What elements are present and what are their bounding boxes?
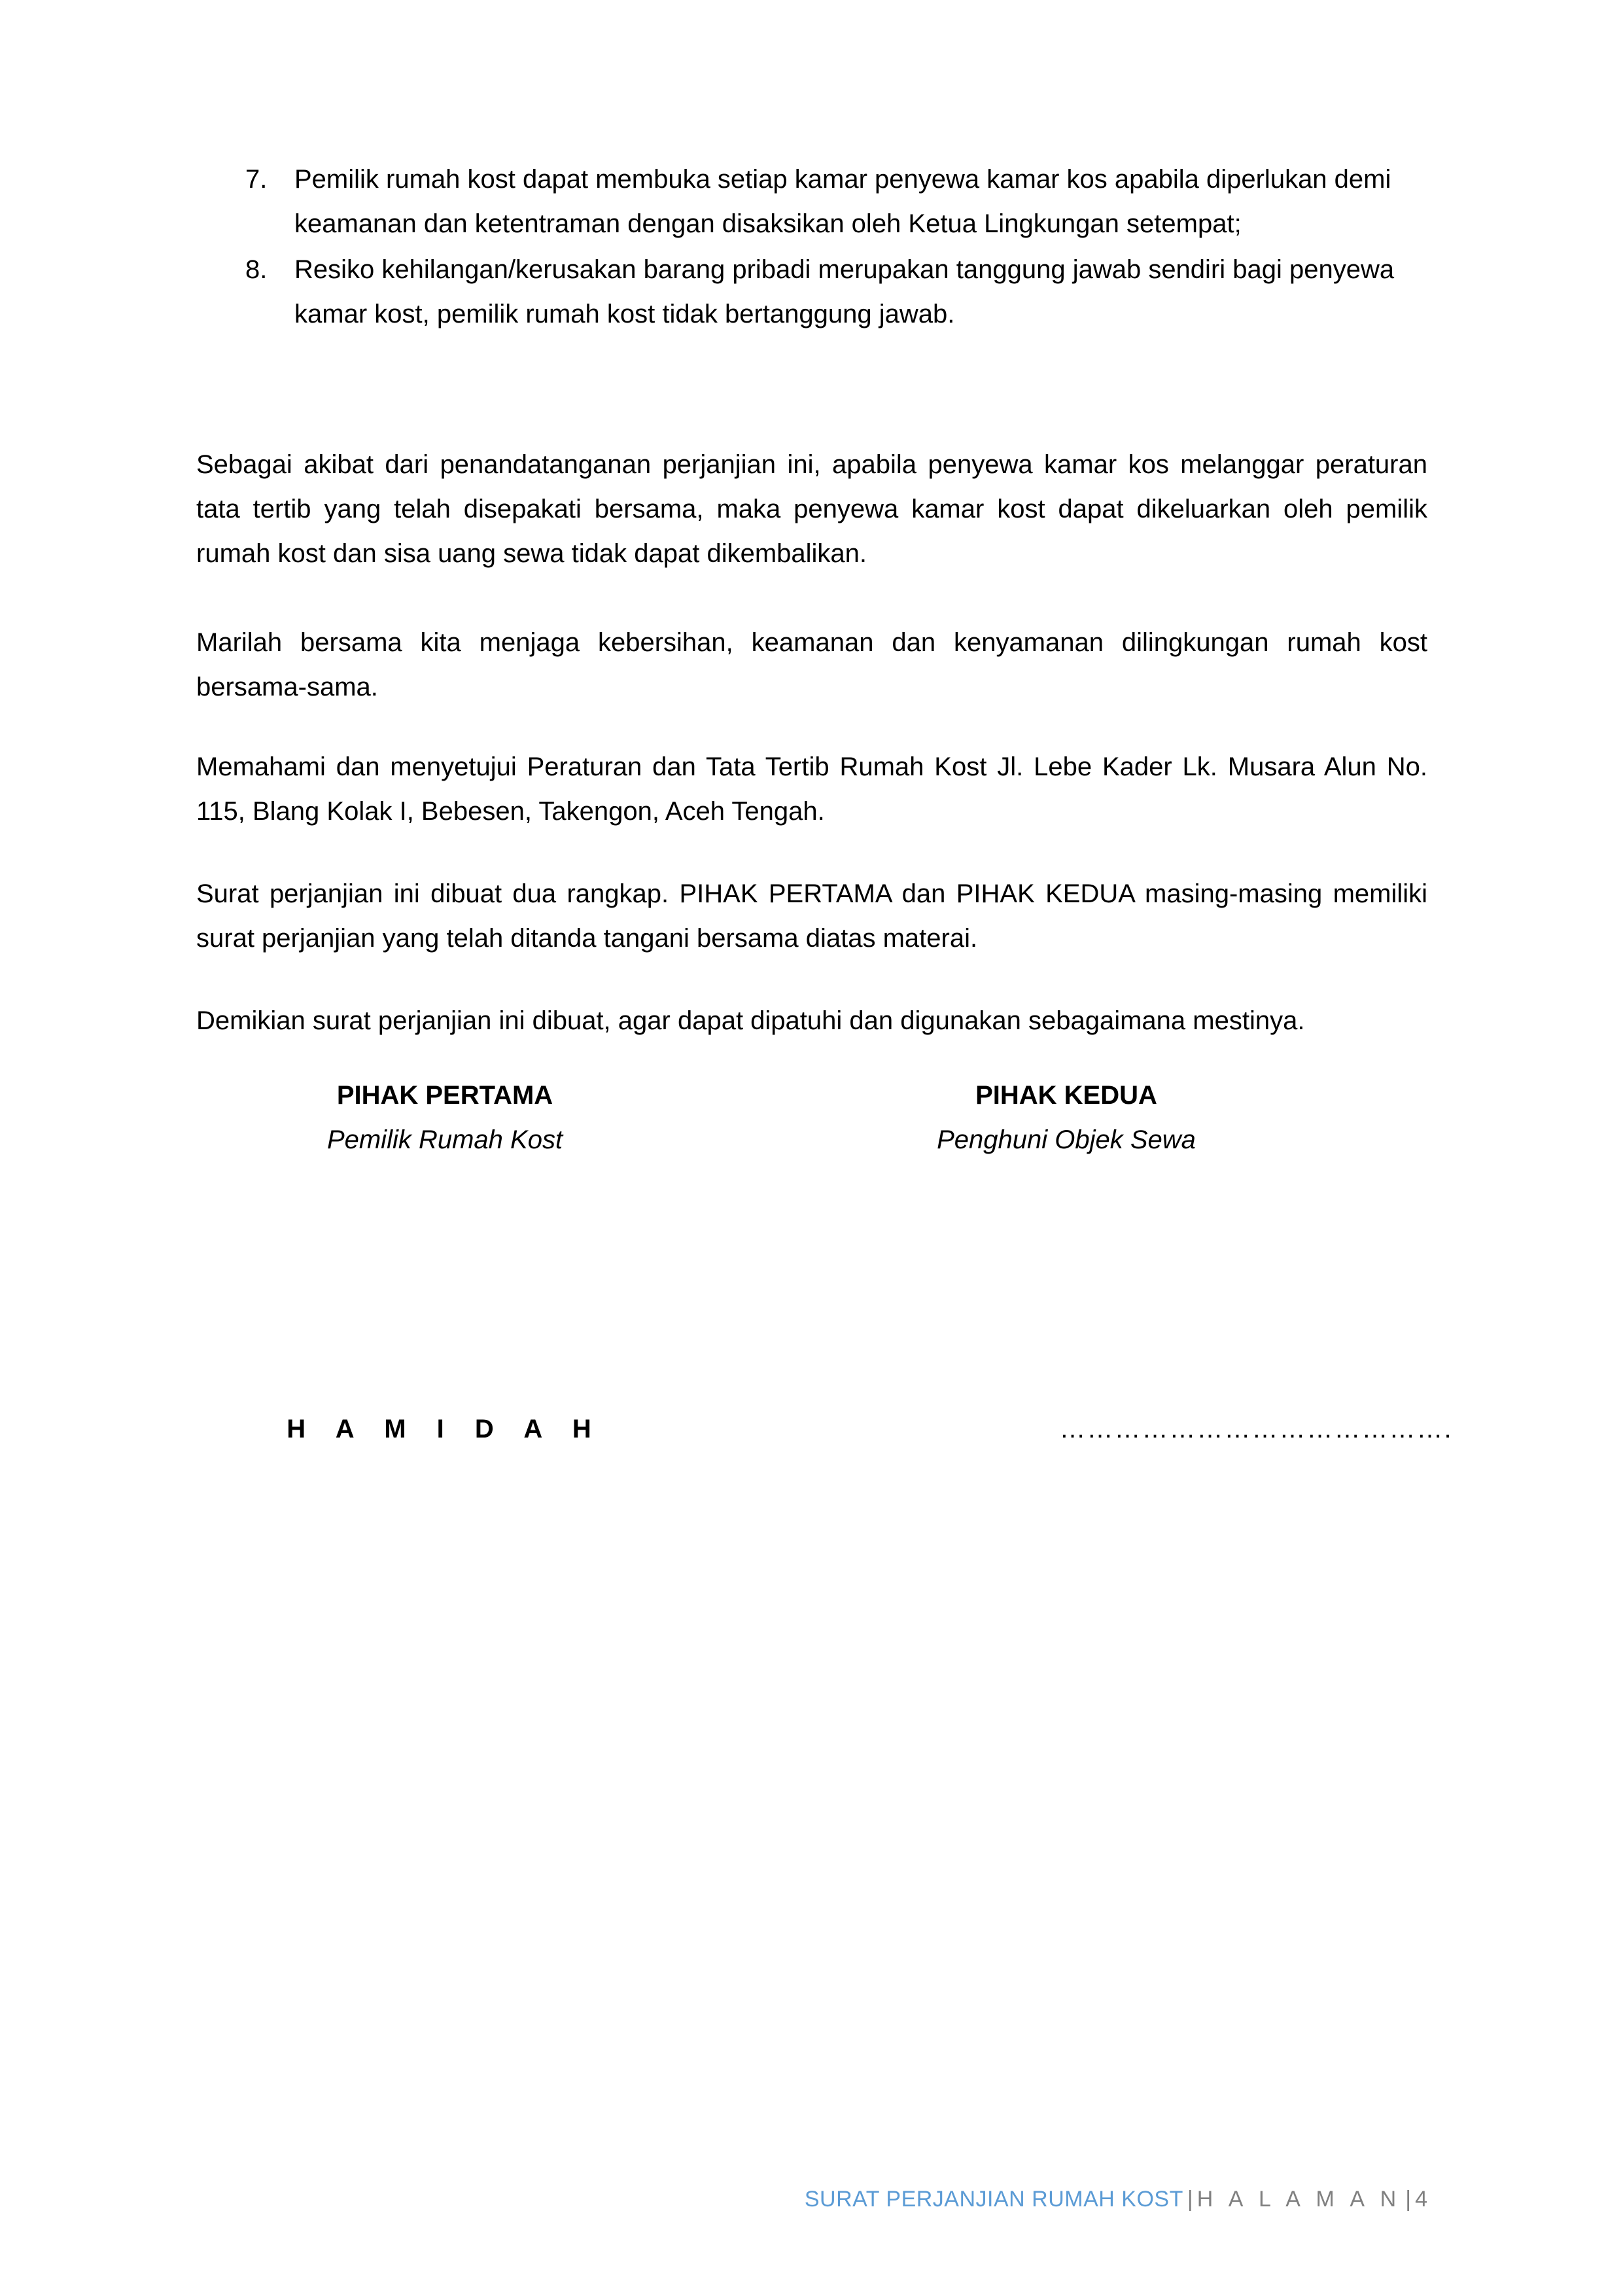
footer-separator-1: | — [1187, 2187, 1193, 2212]
paragraph-invitation: Marilah bersama kita menjaga kebersihan, keamanan dan kenyamanan dilingkungan rumah kost bersama-sama. — [196, 628, 1427, 701]
list-item-number: 7. — [245, 165, 268, 194]
list-item — [245, 247, 1416, 336]
second-party-signature-line: ……………………………………. — [1059, 1415, 1453, 1443]
signature-column-second-party — [864, 1073, 1269, 1162]
paragraph-closing: Demikian surat perjanjian ini dibuat, agar dapat dipatuhi dan digunakan sebagaimana mestinya. — [196, 1006, 1305, 1035]
list-item — [245, 157, 1416, 246]
list-item-text: Pemilik rumah kost dapat membuka setiap kamar penyewa kamar kos apabila diperlukan demi keamanan dan ketentraman dengan disaksikan oleh Ketua Lingkungan setempat; — [294, 165, 1391, 238]
numbered-list — [245, 157, 1416, 338]
list-item-text: Resiko kehilangan/kerusakan barang pribadi merupakan tanggung jawab sendiri bagi penyewa kamar kost, pemilik rumah kost tidak bertanggung jawab. — [294, 255, 1395, 328]
footer-halaman-label: H A L A M A N — [1196, 2187, 1402, 2212]
footer-page-number: 4 — [1415, 2187, 1427, 2212]
signature-column-first-party — [242, 1073, 648, 1162]
paragraph-copies: Surat perjanjian ini dibuat dua rangkap. PIHAK PERTAMA dan PIHAK KEDUA masing-masing memiliki surat perjanjian yang telah ditanda tangani bersama diatas materai. — [196, 879, 1427, 953]
first-party-title: PIHAK PERTAMA — [336, 1081, 553, 1110]
list-item-number: 8. — [245, 255, 268, 284]
paragraph-address-agreement: Memahami dan menyetujui Peraturan dan Tata Tertib Rumah Kost Jl. Lebe Kader Lk. Musara Alun No. 115, Blang Kolak I, Bebesen, Takengon, Aceh Tengah. — [196, 752, 1427, 826]
paragraph-consequence: Sebagai akibat dari penandatanganan perjanjian ini, apabila penyewa kamar kos melanggar peraturan tata tertib yang telah disepakati bersama, maka penyewa kamar kost dapat dikeluarkan oleh pemilik rumah kost dan sisa uang sewa tidak dapat dikembalikan. — [196, 450, 1427, 568]
signature-names-row — [196, 1407, 1453, 1459]
page-footer — [196, 2183, 1427, 2216]
second-party-title: PIHAK KEDUA — [975, 1081, 1157, 1110]
footer-separator-2: | — [1405, 2187, 1412, 2212]
first-party-signature-name: H A M I D A H — [287, 1415, 603, 1443]
first-party-role: Pemilik Rumah Kost — [326, 1125, 563, 1154]
footer-document-title: SURAT PERJANJIAN RUMAH KOST — [804, 2187, 1183, 2212]
second-party-role: Penghuni Objek Sewa — [937, 1125, 1196, 1154]
